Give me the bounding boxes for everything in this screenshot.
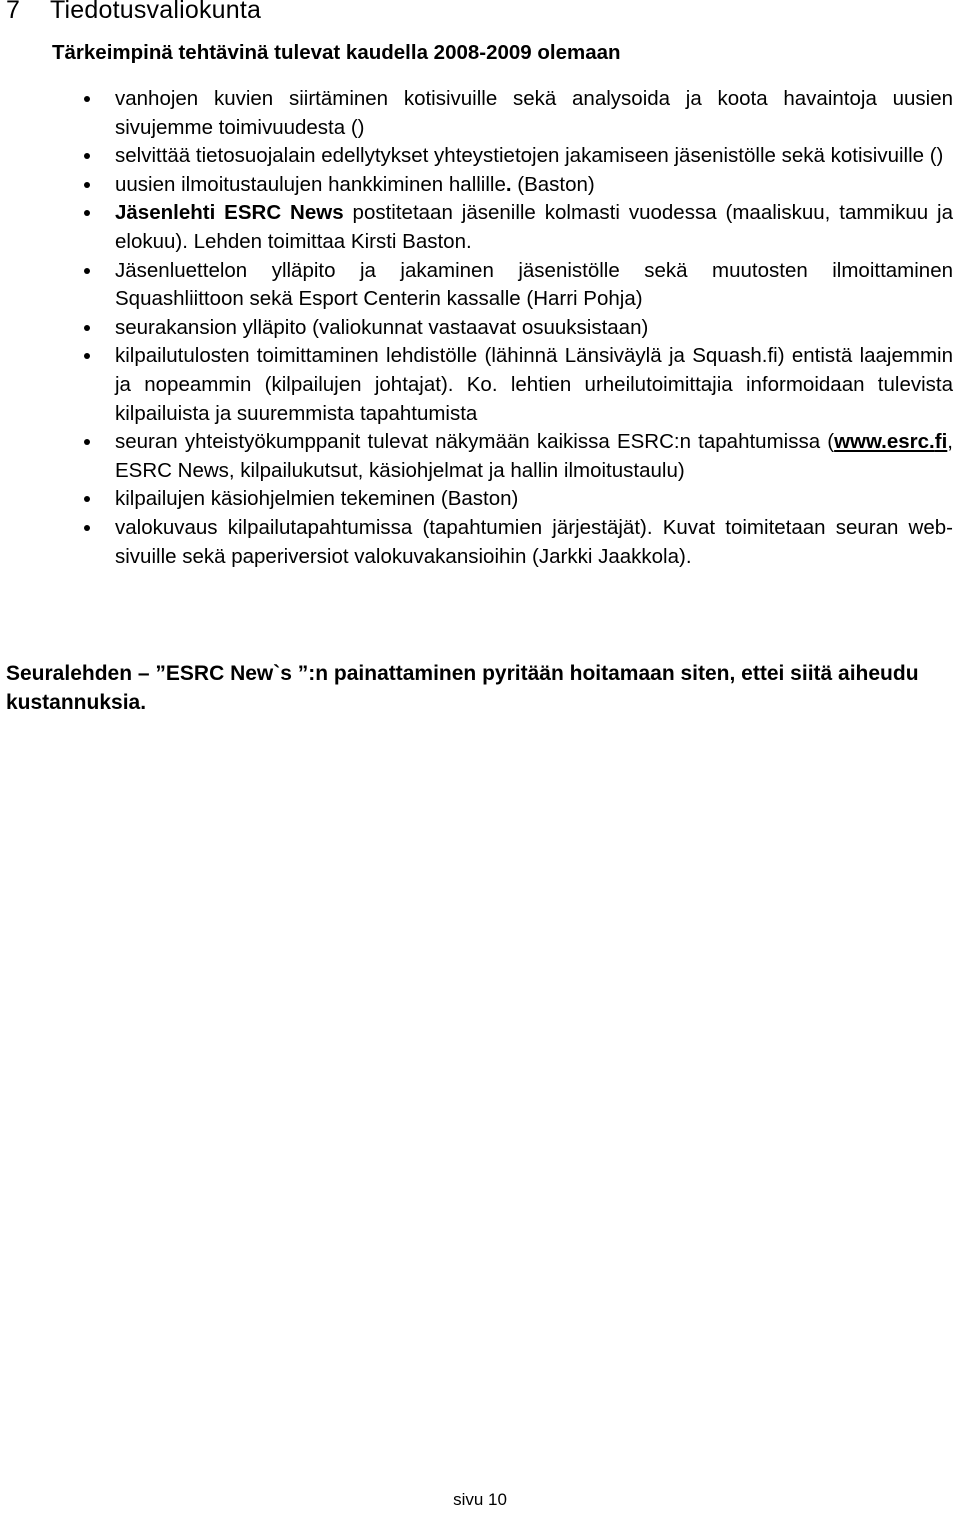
page-number: sivu 10 bbox=[453, 1490, 507, 1509]
task-text: seuran yhteistyökumppanit tulevat näkymään kaikissa ESRC:n tapahtumissa ( bbox=[115, 430, 835, 454]
task-list bbox=[115, 85, 953, 571]
task-item-yhteistyokumppanit bbox=[115, 428, 953, 485]
task-text: , ESRC News, kilpailukutsut, käsiohjelmat ja hallin ilmoitustaulu) bbox=[115, 430, 953, 482]
website-link-tld[interactable]: fi bbox=[934, 430, 948, 454]
website-link[interactable] bbox=[834, 430, 947, 453]
closing-statement: Seuralehden – ”ESRC New`s ”:n painattaminen pyritään hoitamaan siten, ettei siitä aiheudu kustannuksia. bbox=[6, 662, 919, 714]
task-item-ilmoitustaulut bbox=[115, 171, 953, 200]
section-subtitle: Tärkeimpinä tehtävinä tulevat kaudella 2008-2009 olemaan bbox=[52, 41, 621, 64]
task-item-tietosuojalaki: selvittää tietosuojalain edellytykset yhteystietojen jakamiseen jäsenistölle sekä kotisivuille () bbox=[115, 142, 953, 171]
task-item-kuvien-siirto: vanhojen kuvien siirtäminen kotisivuille sekä analysoida ja koota havaintoja uusien sivujemme toimivuudesta () bbox=[115, 85, 953, 142]
task-item-jasenlehti bbox=[115, 199, 953, 256]
task-text: (Baston) bbox=[511, 172, 595, 196]
section-heading bbox=[6, 0, 261, 25]
task-text-bold-period: . bbox=[505, 172, 512, 196]
jasenlehti-title: Jäsenlehti ESRC News bbox=[115, 201, 344, 225]
website-link-host[interactable]: www.esrc. bbox=[834, 430, 935, 454]
section-title: Tiedotusvaliokunta bbox=[50, 0, 262, 24]
task-item-seurakansio: seurakansion ylläpito (valiokunnat vastaavat osuuksistaan) bbox=[115, 314, 953, 343]
task-item-kasiohjelmat: kilpailujen käsiohjelmien tekeminen (Baston) bbox=[115, 485, 953, 514]
task-item-kilpailutulokset: kilpailutulosten toimittaminen lehdistölle (lähinnä Länsiväylä ja Squash.fi) entistä laajemmin ja nopeammin (kilpailujen johtajat). Ko. lehtien urheilutoimittajia informoidaan tulevista kilpailuista ja suuremmista tapahtumista bbox=[115, 342, 953, 428]
task-item-jasenluettelo: Jäsenluettelon ylläpito ja jakaminen jäsenistölle sekä muutosten ilmoittaminen Squashliittoon sekä Esport Centerin kassalle (Harri Pohja) bbox=[115, 257, 953, 314]
section-number: 7 bbox=[6, 0, 21, 24]
task-item-valokuvaus: valokuvaus kilpailutapahtumissa (tapahtumien järjestäjät). Kuvat toimitetaan seuran web-sivuille sekä paperiversiot valokuvakansioihin (Jarkki Jaakkola). bbox=[115, 514, 953, 571]
task-text: postitetaan jäsenille kolmasti vuodessa (maaliskuu, tammikuu ja elokuu). Lehden toimittaa Kirsti Baston. bbox=[115, 201, 953, 253]
task-text: uusien ilmoitustaulujen hankkiminen hallille bbox=[115, 172, 506, 196]
